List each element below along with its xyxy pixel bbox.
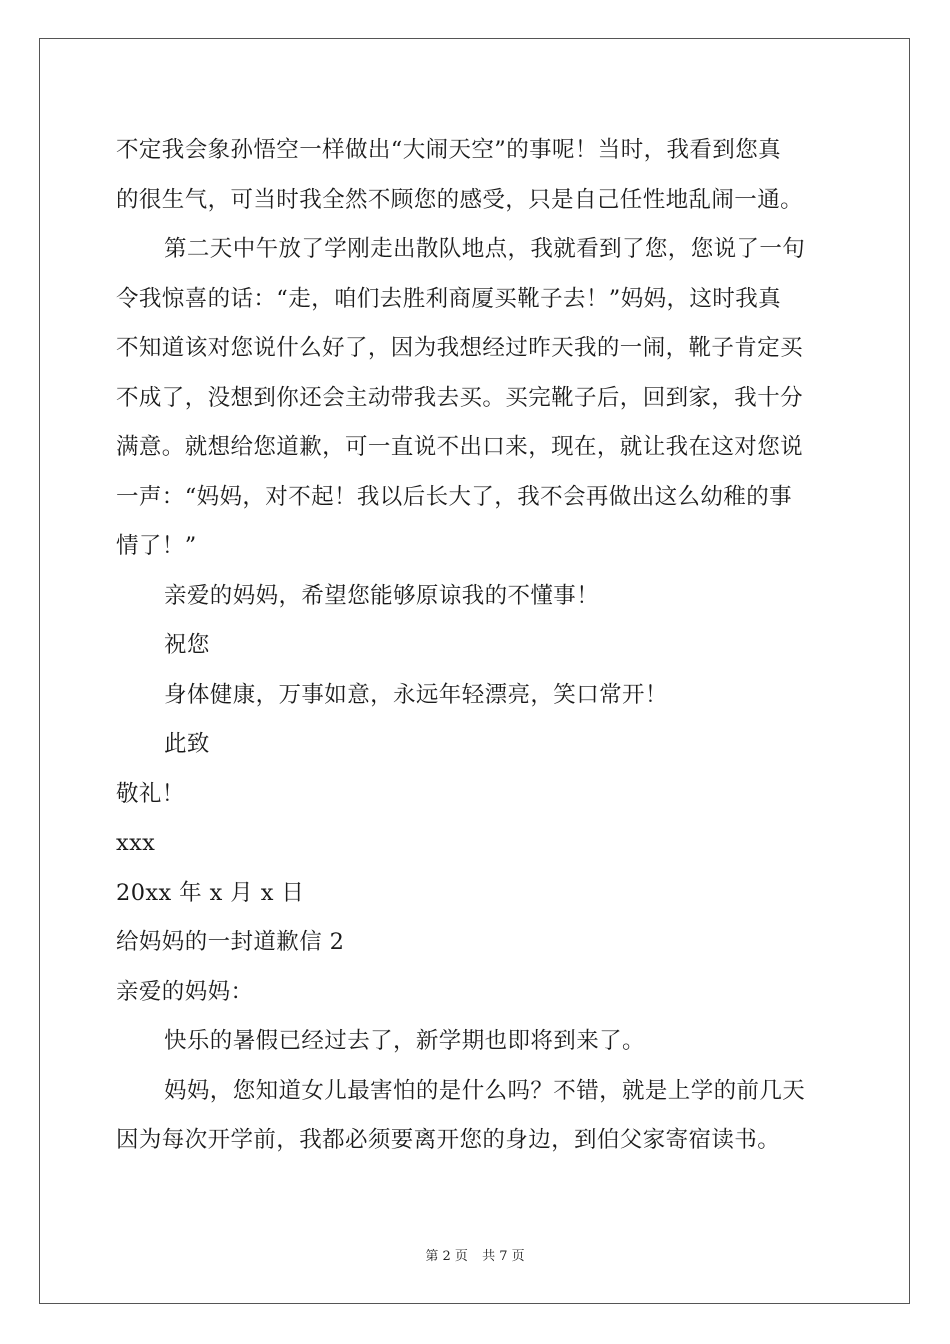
text-line: xxx [116,830,156,856]
text-line: 快乐的暑假已经过去了，新学期也即将到来了。 [164,1028,645,1054]
text-line: 情了！” [116,533,197,559]
text-line: 敬礼！ [116,780,185,807]
text-line: 不知道该对您说什么好了，因为我想经过昨天我的一闹，靴子肯定买 [116,335,804,361]
salutation: 亲爱的妈妈： [116,978,254,1005]
text-line: 不成了，没想到你还会主动带我去买。买完靴子后，回到家，我十分 [116,384,804,411]
section-heading: 给妈妈的一封道歉信 2 [116,929,345,955]
text-line: 祝您 [164,632,210,658]
text-line: 此致 [164,731,210,757]
text-line: 身体健康，万事如意，永远年轻漂亮，笑口常开！ [164,681,668,708]
text-line: 亲爱的妈妈，希望您能够原谅我的不懂事！ [164,582,600,609]
text-line: 20xx 年 x 月 x 日 [116,879,305,906]
text-line: 一声：“妈妈，对不起！我以后长大了，我不会再做出这么幼稚的事 [116,483,793,510]
text-line: 令我惊喜的话：“走，咱们去胜利商厦买靴子去！”妈妈，这时我真 [116,285,782,312]
document-body [116,126,836,1166]
text-line: 妈妈，您知道女儿最害怕的是什么吗？不错，就是上学的前几天 [164,1077,806,1104]
text-line: 满意。就想给您道歉，可一直说不出口来，现在，就让我在这对您说 [116,434,804,460]
page-number: 第 2 页 [425,1249,468,1264]
page-footer [0,1245,950,1264]
text-line: 的很生气，可当时我全然不顾您的感受，只是自己任性地乱闹一通。 [116,186,804,213]
page-total: 共 7 页 [482,1249,525,1264]
text-line: 因为每次开学前，我都必须要离开您的身边，到伯父家寄宿读书。 [116,1127,781,1153]
text-line: 不定我会象孙悟空一样做出“大闹天空”的事呢！当时，我看到您真 [116,137,782,163]
text-line: 第二天中午放了学刚走出散队地点，我就看到了您，您说了一句 [164,236,806,262]
